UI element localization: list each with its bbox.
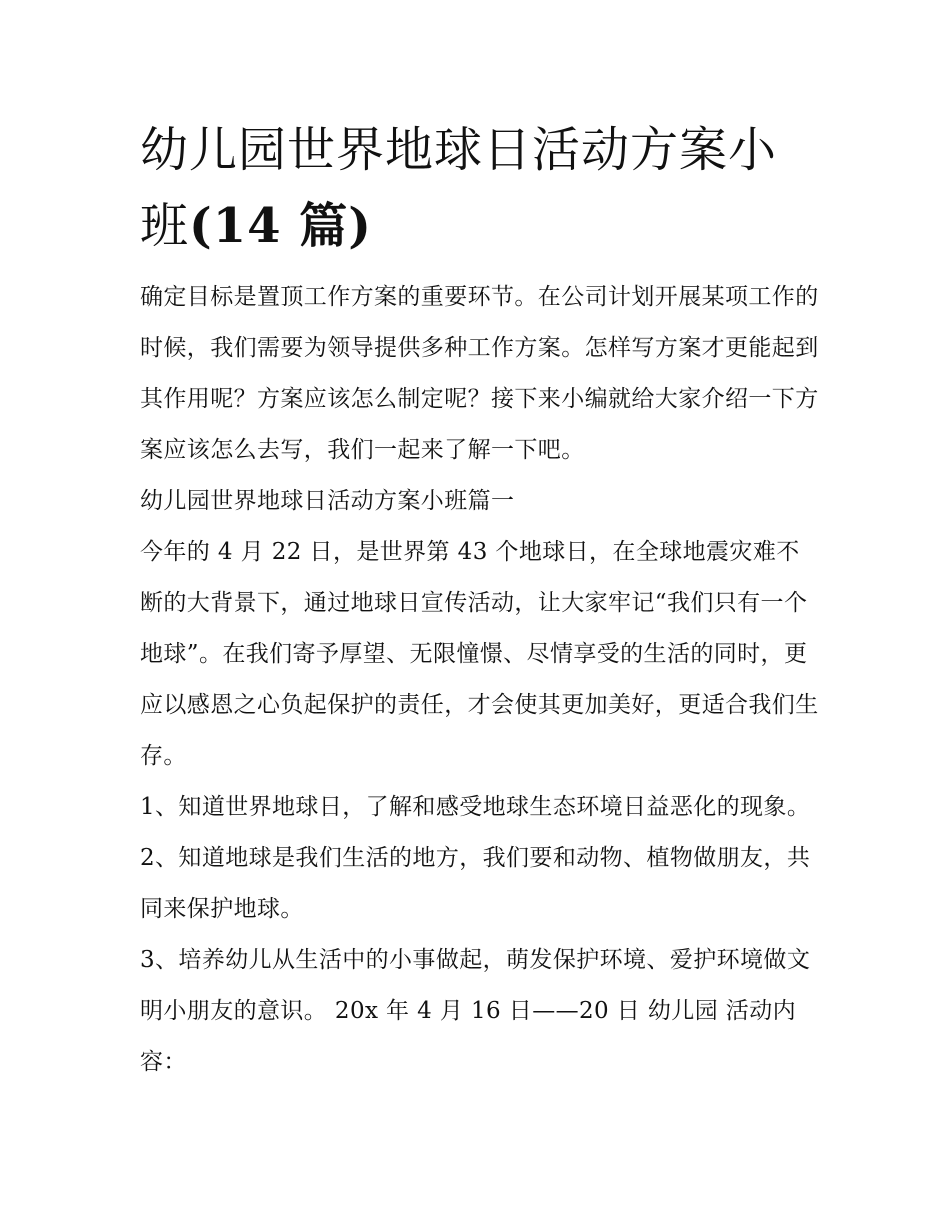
document-title: [140, 112, 820, 264]
section-heading: 幼儿园世界地球日活动方案小班篇一: [140, 488, 515, 514]
document-body: [140, 112, 820, 1088]
intro-paragraph: 确定目标是置顶工作方案的重要环节。在公司计划开展某项工作的时候，我们需要为领导提供多种工作方案。怎样写方案才更能起到其作用呢？方案应该怎么制定呢？接下来小编就给大家介绍一下方案应该怎么去写，我们一起来了解一下吧。: [140, 284, 819, 463]
spacer: [140, 264, 820, 272]
title-count: (14 篇): [189, 198, 372, 254]
background-paragraph: 今年的 4 月 22 日，是世界第 43 个地球日，在全球地震灾难不断的大背景下，通过地球日宣传活动，让大家牢记“我们只有一个地球”。在我们寄予厚望、无限憧憬、尽情享受的生活的同时，更应以感恩之心负起保护的责任，才会使其更加美好，更适合我们生存。: [140, 539, 819, 769]
goals-paragraph-2: 3、培养幼儿从生活中的小事做起，萌发保护环境、爱护环境做文明小朋友的意识。 20x 年 4 月 16 日——20 日 幼儿园 活动内容：: [140, 947, 811, 1075]
goals-paragraph-1: 1、知道世界地球日，了解和感受地球生态环境日益恶化的现象。 2、知道地球是我们生活的地方，我们要和动物、植物做朋友，共同来保护地球。: [140, 794, 811, 922]
title-main: 幼儿园世界地球日活动方案小班: [140, 122, 778, 254]
